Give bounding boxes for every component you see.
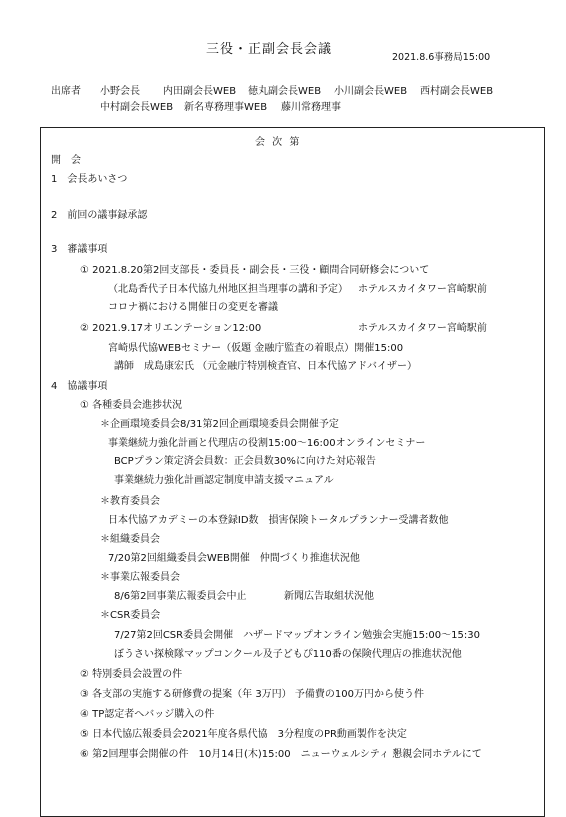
committee-line: 新聞広告取組状況他 [284, 591, 374, 602]
committee-line: ぼうさい探検隊マップコンクール及子どもぴ110番の保険代理店の推進状況他 [114, 649, 462, 660]
attendee: 内田副会長WEB [163, 86, 237, 97]
deliberation-item-2: ② 2021.9.17オリエンテーション12:00 [80, 323, 262, 334]
consultation-item-2: ② 特別委員会設置の件 [80, 669, 183, 680]
committee-line: 8/6第2回事業広報委員会中止 [114, 591, 247, 602]
consultation-item-6: ⑥ 第2回理事会開催の件 10月14日(木)15:00 ニューウェルシティ 懇親会同ホテルにて [80, 749, 482, 760]
deliberation-note: 講師 成島康宏氏 （元金融庁特別検査官、日本代協アドバイザー） [114, 361, 417, 372]
committee-line: 日本代協アカデミーの本登録ID数 損害保険トータルプランナー受講者数他 [108, 515, 449, 526]
consultation-item-3: ③ 各支部の実施する研修費の提案（年 3万円） 予備費の100万円から使う件 [80, 689, 424, 700]
attendee: 小野会長 [100, 86, 140, 97]
deliberation-note: コロナ禍における開催日の変更を審議 [108, 302, 278, 313]
committee-line: 事業継続力強化計画認定制度申請支援マニュアル [114, 475, 334, 486]
attendee: 徳丸副会長WEB [248, 86, 322, 97]
committee-title: ＊教育委員会 [100, 496, 160, 507]
attendee: 西村副会長WEB [420, 86, 494, 97]
agenda-item-1: 1 会長あいさつ [51, 174, 128, 185]
consultation-item-1: ① 各種委員会進捗状況 [80, 400, 183, 411]
attendees-label: 出席者 [51, 86, 81, 97]
venue-text: ホテルスカイタワー宮崎駅前 [358, 284, 487, 295]
committee-line: 7/27第2回CSR委員会開催 ハザードマップオンライン勉強会実施15:00〜15:30 [114, 630, 480, 641]
committee-title: ＊事業広報委員会 [100, 572, 180, 583]
attendee: 小川副会長WEB [334, 86, 408, 97]
agenda-item-4: 4 協議事項 [51, 381, 108, 392]
deliberation-note: 宮崎県代協WEBセミナー（仮題 金融庁監査の着眼点）開催15:00 [108, 343, 404, 354]
agenda-heading: 会 次 第 [255, 137, 302, 148]
deliberation-item-1: ① 2021.8.20第2回支部長・委員長・副会長・三役・顧問合同研修会について [80, 265, 430, 276]
agenda-item-3: 3 審議事項 [51, 244, 108, 255]
committee-line: 事業継続力強化計画と代理店の役割15:00〜16:00オンラインセミナー [108, 438, 426, 449]
attendee: 中村副会長WEB [100, 102, 174, 113]
consultation-item-5: ⑤ 日本代協広報委員会2021年度各県代協 3分程度のPR動画製作を決定 [80, 729, 407, 740]
committee-line: BCPプラン策定済会員数：正会員数30%に向けた対応報告 [114, 456, 376, 467]
agenda-item-2: 2 前回の議事録承認 [51, 210, 148, 221]
deliberation-note: （北島香代子日本代協九州地区担当理事の講和予定） [108, 284, 348, 295]
page-title: 三役・正副会長会議 [206, 42, 333, 57]
committee-line: 7/20第2回組織委員会WEB開催 仲間づくり推進状況他 [108, 553, 360, 564]
committee-title: ＊CSR委員会 [100, 610, 161, 621]
committee-title: ＊組織委員会 [100, 534, 160, 545]
consultation-item-4: ④ TP認定者へバッジ購入の件 [80, 709, 215, 720]
venue-text: ホテルスカイタワー宮崎駅前 [358, 323, 487, 334]
attendee: 藤川常務理事 [281, 102, 341, 113]
meeting-date-place: 2021.8.6事務局15:00 [392, 52, 491, 63]
agenda-open: 開 会 [51, 155, 81, 166]
committee-title: ＊企画環境委員会8/31第2回企画環境委員会開催予定 [100, 419, 339, 430]
attendee: 新名専務理事WEB [184, 102, 268, 113]
